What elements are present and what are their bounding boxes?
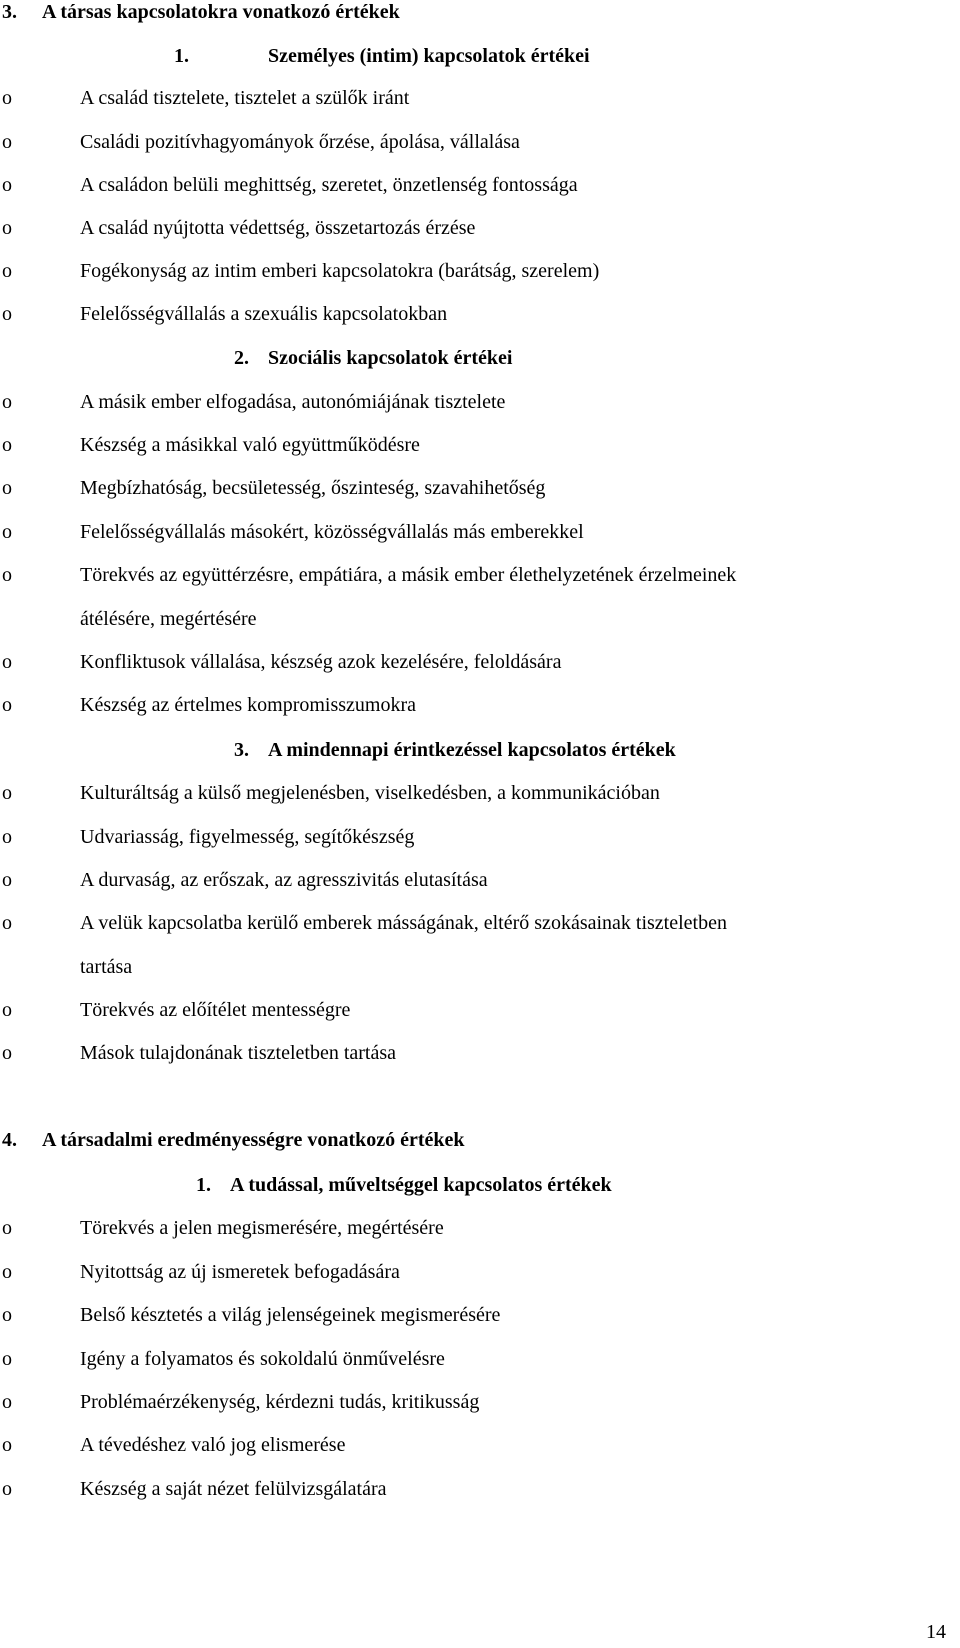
bullet: o bbox=[2, 1434, 12, 1456]
list-item-continuation: tartása bbox=[80, 956, 133, 978]
bullet: o bbox=[2, 521, 12, 543]
list-item: Felelősségvállalás másokért, közösségvállalás más emberekkel bbox=[80, 521, 584, 543]
list-item: Kulturáltság a külső megjelenésben, viselkedésben, a kommunikációban bbox=[80, 782, 660, 804]
list-item: Készség a saját nézet felülvizsgálatára bbox=[80, 1478, 387, 1500]
bullet: o bbox=[2, 1042, 12, 1064]
list-item: Nyitottság az új ismeretek befogadására bbox=[80, 1261, 400, 1283]
list-item: Mások tulajdonának tiszteletben tartása bbox=[80, 1042, 397, 1064]
section-number: 4. bbox=[2, 1129, 17, 1151]
bullet: o bbox=[2, 912, 12, 934]
bullet: o bbox=[2, 999, 12, 1021]
page-number: 14 bbox=[926, 1621, 946, 1643]
bullet: o bbox=[2, 1391, 12, 1413]
list-item: A velük kapcsolatba kerülő emberek másságának, eltérő szokásainak tiszteletben bbox=[80, 912, 727, 934]
subsection-title: A mindennapi érintkezéssel kapcsolatos értékek bbox=[268, 739, 676, 761]
subsection-number: 3. bbox=[234, 739, 249, 761]
bullet: o bbox=[2, 303, 12, 325]
list-item: Konfliktusok vállalása, készség azok kezelésére, feloldására bbox=[80, 651, 562, 673]
bullet: o bbox=[2, 826, 12, 848]
list-item: A durvaság, az erőszak, az agresszivitás elutasítása bbox=[80, 869, 488, 891]
list-item: Törekvés az együttérzésre, empátiára, a másik ember élethelyzetének érzelmeinek bbox=[80, 564, 737, 586]
section-title: A társadalmi eredményességre vonatkozó értékek bbox=[42, 1129, 465, 1151]
bullet: o bbox=[2, 564, 12, 586]
bullet: o bbox=[2, 391, 12, 413]
list-item: Családi pozitívhagyományok őrzése, ápolása, vállalása bbox=[80, 131, 520, 153]
list-item: A család tisztelete, tisztelet a szülők iránt bbox=[80, 87, 410, 109]
list-item: Felelősségvállalás a szexuális kapcsolatokban bbox=[80, 303, 448, 325]
subsection-title: Szociális kapcsolatok értékei bbox=[268, 347, 513, 369]
section-number: 3. bbox=[2, 1, 17, 23]
list-item-continuation: átélésére, megértésére bbox=[80, 608, 257, 630]
list-item: Igény a folyamatos és sokoldalú önművelésre bbox=[80, 1348, 445, 1370]
bullet: o bbox=[2, 1261, 12, 1283]
list-item: Megbízhatóság, becsületesség, őszinteség, szavahihetőség bbox=[80, 477, 546, 499]
subsection-title: Személyes (intim) kapcsolatok értékei bbox=[268, 45, 590, 67]
list-item: A család nyújtotta védettség, összetartozás érzése bbox=[80, 217, 476, 239]
list-item: Készség az értelmes kompromisszumokra bbox=[80, 694, 417, 716]
bullet: o bbox=[2, 1304, 12, 1326]
list-item: A tévedéshez való jog elismerése bbox=[80, 1434, 346, 1456]
bullet: o bbox=[2, 260, 12, 282]
bullet: o bbox=[2, 1217, 12, 1239]
bullet: o bbox=[2, 1348, 12, 1370]
section-title: A társas kapcsolatokra vonatkozó értékek bbox=[42, 1, 400, 23]
list-item: Belső késztetés a világ jelenségeinek megismerésére bbox=[80, 1304, 501, 1326]
bullet: o bbox=[2, 217, 12, 239]
list-item: Törekvés a jelen megismerésére, megértésére bbox=[80, 1217, 444, 1239]
list-item: Udvariasság, figyelmesség, segítőkészség bbox=[80, 826, 415, 848]
bullet: o bbox=[2, 87, 12, 109]
list-item: Fogékonyság az intim emberi kapcsolatokra (barátság, szerelem) bbox=[80, 260, 600, 282]
bullet: o bbox=[2, 434, 12, 456]
subsection-number: 2. bbox=[234, 347, 249, 369]
list-item: Készség a másikkal való együttműködésre bbox=[80, 434, 420, 456]
bullet: o bbox=[2, 174, 12, 196]
bullet: o bbox=[2, 131, 12, 153]
list-item: Problémaérzékenység, kérdezni tudás, kritikusság bbox=[80, 1391, 480, 1413]
bullet: o bbox=[2, 651, 12, 673]
list-item: A családon belüli meghittség, szeretet, önzetlenség fontossága bbox=[80, 174, 578, 196]
bullet: o bbox=[2, 694, 12, 716]
bullet: o bbox=[2, 782, 12, 804]
list-item: A másik ember elfogadása, autonómiájának tisztelete bbox=[80, 391, 506, 413]
subsection-title: A tudással, műveltséggel kapcsolatos értékek bbox=[230, 1174, 612, 1196]
subsection-number: 1. bbox=[196, 1174, 211, 1196]
list-item: Törekvés az előítélet mentességre bbox=[80, 999, 351, 1021]
bullet: o bbox=[2, 477, 12, 499]
bullet: o bbox=[2, 1478, 12, 1500]
bullet: o bbox=[2, 869, 12, 891]
subsection-number: 1. bbox=[174, 45, 189, 67]
